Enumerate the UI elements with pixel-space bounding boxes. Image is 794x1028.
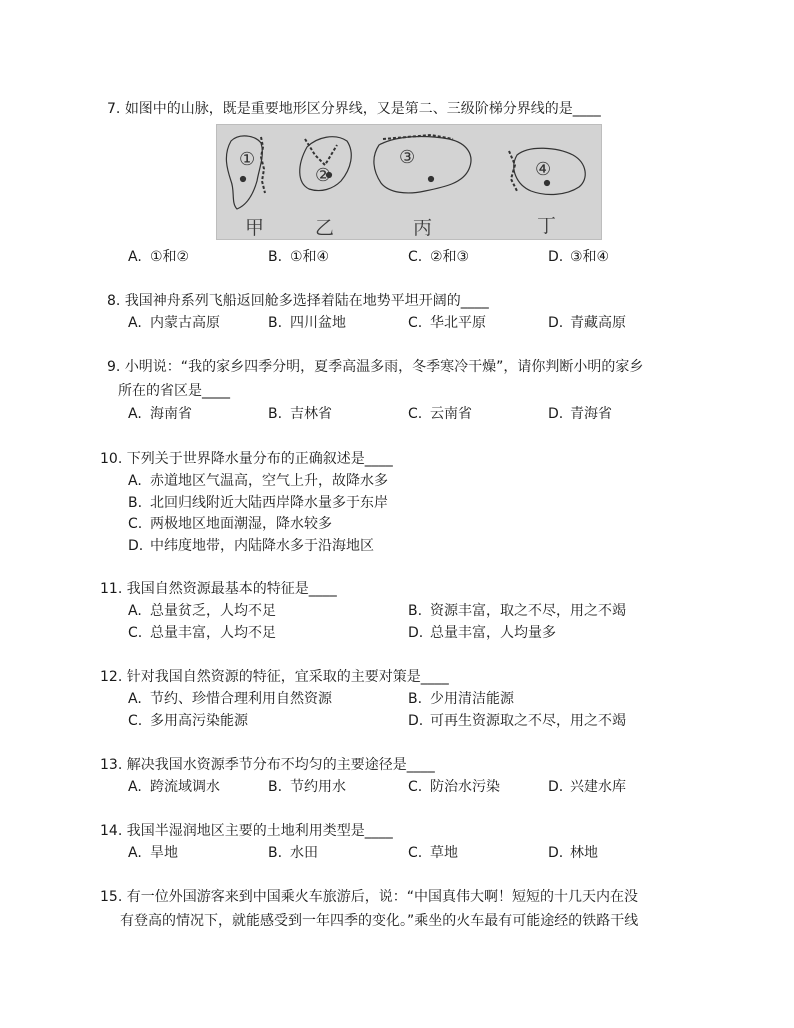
option-c: C. 草地	[408, 845, 458, 861]
question-10-stem: 10. 下列关于世界降水量分布的正确叙述是____	[100, 451, 393, 467]
option-a: A. 海南省	[128, 406, 192, 422]
option-a: A. 节约、珍惜合理利用自然资源	[128, 691, 332, 707]
option-a: A. 旱地	[128, 845, 178, 861]
option-a: A. 总量贫乏，人均不足	[128, 603, 276, 619]
option-d: D. ③和④	[548, 249, 610, 265]
map-label-ding: 丁	[537, 215, 557, 237]
option-d: D. 总量丰富，人均量多	[408, 625, 556, 641]
option-b: B. ①和④	[268, 249, 330, 265]
option-b: B. 水田	[268, 845, 318, 861]
question-9-stem-line2: 所在的省区是____	[118, 383, 230, 399]
option-d: D. 中纬度地带，内陆降水多于沿海地区	[128, 538, 374, 554]
option-a: A. 内蒙古高原	[128, 315, 220, 331]
map-panel-jia	[226, 136, 265, 209]
question-number: 7.	[107, 101, 121, 117]
question-8-stem: 8. 我国神舟系列飞船返回舱多选择着陆在地势平坦开阔的____	[107, 293, 489, 309]
option-b: B. 资源丰富，取之不尽，用之不竭	[408, 603, 626, 619]
map-mark-1: ①	[239, 149, 256, 170]
question-text: 如图中的山脉，既是重要地形区分界线，又是第二、三级阶梯分界线的是____	[124, 101, 601, 117]
option-c: C. 防治水污染	[408, 779, 500, 795]
option-b: B. 节约用水	[268, 779, 346, 795]
map-label-jia: 甲	[245, 217, 265, 239]
map-label-yi: 乙	[315, 217, 335, 239]
map-mark-4: ④	[535, 159, 552, 180]
option-b: B. 吉林省	[268, 406, 332, 422]
map-mark-3: ③	[399, 147, 416, 168]
option-c: C. 多用高污染能源	[128, 713, 248, 729]
option-d: D. 可再生资源取之不尽，用之不竭	[408, 713, 626, 729]
question-11-stem: 11. 我国自然资源最基本的特征是____	[100, 581, 337, 597]
map-label-bing: 丙	[413, 217, 433, 239]
map-panel-bing	[374, 135, 471, 193]
question-7-stem	[107, 98, 601, 120]
option-a: A. ①和②	[128, 249, 190, 265]
map-mark-2: ②	[315, 165, 332, 186]
option-c: C. ②和③	[408, 249, 470, 265]
question-15-stem-line1: 15. 有一位外国游客来到中国乘火车旅游后，说：“中国真伟大啊！短短的十几天内在没	[100, 889, 638, 905]
question-15-stem-line2: 有登高的情况下，就能感受到一年四季的变化。”乘坐的火车最有可能途经的铁路干线	[120, 913, 639, 929]
terrain-map-figure	[216, 124, 602, 240]
option-c: C. 两极地区地面潮湿，降水较多	[128, 516, 332, 532]
option-d: D. 青藏高原	[548, 315, 626, 331]
option-c: C. 云南省	[408, 406, 472, 422]
question-14-stem: 14. 我国半湿润地区主要的土地利用类型是____	[100, 823, 393, 839]
option-c: C. 华北平原	[408, 315, 486, 331]
option-a: A. 赤道地区气温高，空气上升，故降水多	[128, 473, 388, 489]
question-9-stem-line1: 9. 小明说：“我的家乡四季分明，夏季高温多雨，冬季寒冷干燥”，请你判断小明的家乡	[107, 359, 644, 375]
question-12-stem: 12. 针对我国自然资源的特征，宜采取的主要对策是____	[100, 669, 449, 685]
option-b: B. 四川盆地	[268, 315, 346, 331]
option-a: A. 跨流域调水	[128, 779, 220, 795]
option-d: D. 兴建水库	[548, 779, 626, 795]
option-b: B. 少用清洁能源	[408, 691, 514, 707]
option-d: D. 林地	[548, 845, 598, 861]
option-c: C. 总量丰富，人均不足	[128, 625, 276, 641]
option-d: D. 青海省	[548, 406, 612, 422]
option-b: B. 北回归线附近大陆西岸降水量多于东岸	[128, 495, 388, 511]
question-13-stem: 13. 解决我国水资源季节分布不均匀的主要途径是____	[100, 757, 435, 773]
